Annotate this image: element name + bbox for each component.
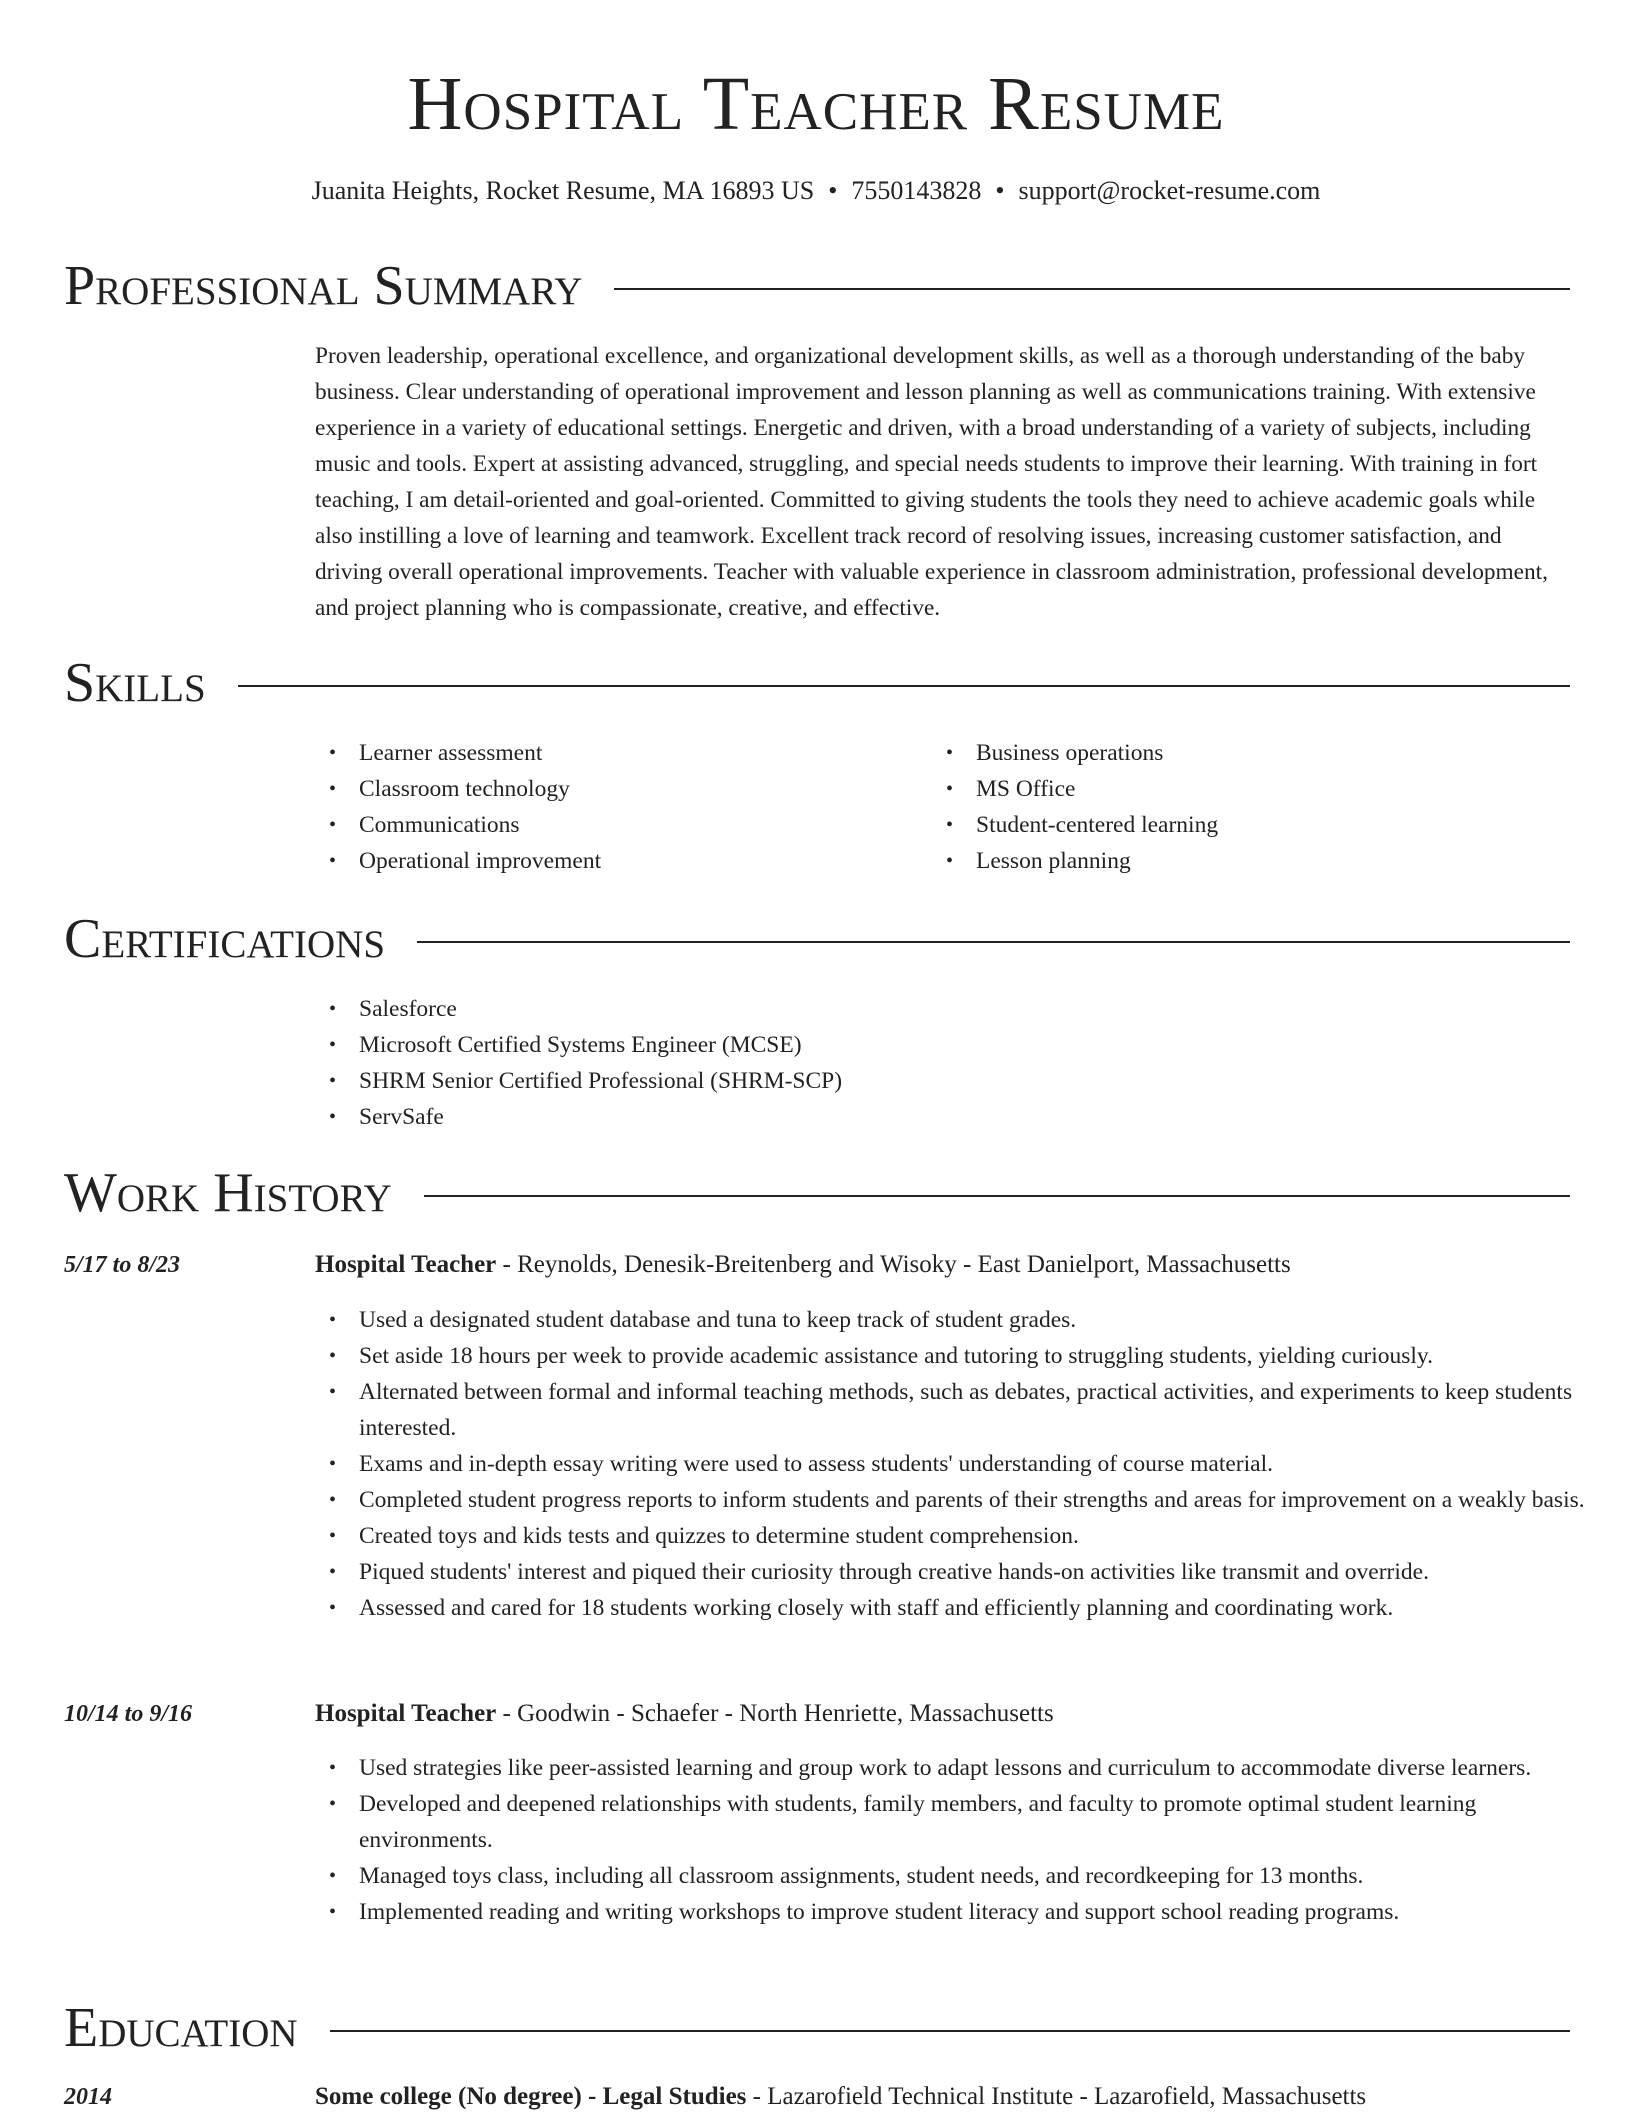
job-bullet: • Set aside 18 hours per week to provide academic assistance and tutoring to struggling students, yielding curiously. [359, 1338, 1614, 1374]
job-title: Hospital Teacher [315, 1700, 497, 1727]
certification-item: • SHRM Senior Certified Professional (SHRM-SCP) [359, 1063, 1559, 1099]
summary-section-header [64, 254, 1570, 318]
skill-item: • Business operations [976, 735, 1576, 771]
contact-email: support@rocket-resume.com [1018, 176, 1321, 205]
certification-item: • ServSafe [359, 1099, 1559, 1135]
job-bullet: • Assessed and cared for 18 students working closely with staff and efficiently planning and coordinating work. [359, 1590, 1614, 1626]
work-history-heading: Work History [64, 1162, 392, 1224]
job-bullets [315, 1750, 1614, 1930]
skills-heading: Skills [64, 652, 206, 714]
skill-item: • Lesson planning [976, 843, 1576, 879]
skills-list-right [932, 735, 1576, 879]
work-history-section-header [64, 1161, 1570, 1225]
job-bullet: • Completed student progress reports to inform students and parents of their strengths and areas for improvement on a weakly basis. [359, 1482, 1614, 1518]
summary-text: Proven leadership, operational excellence, and organizational development skills, as well as a thorough understanding of the baby business. Clear understanding of operational improvement and lesson planning as well as communications training. With extensive experience in a variety of educational settings. Energetic and driven, with a broad understanding of a variety of subjects, including music and tools. Expert at assisting advanced, struggling, and special needs students to improve their learning. With training in fort teaching, I am detail-oriented and goal-oriented. Committed to giving students the tools they need to achieve academic goals while also instilling a love of learning and teamwork. Excellent track record of resolving issues, increasing customer satisfaction, and driving overall operational improvements. Teacher with valuable experience in classroom administration, professional development, and project planning who is compassionate, creative, and effective. [315, 343, 1548, 621]
section-divider [614, 288, 1570, 290]
skill-item: • Operational improvement [359, 843, 919, 879]
certifications-list [315, 991, 1559, 1135]
job-bullet: • Alternated between formal and informal teaching methods, such as debates, practical activities, and experiments to keep students interested. [359, 1374, 1614, 1446]
education-school-location: - Lazarofield Technical Institute - Lazarofield, Massachusetts [746, 2083, 1367, 2110]
job-bullet: • Created toys and kids tests and quizzes to determine student comprehension. [359, 1518, 1614, 1554]
job-bullet: • Managed toys class, including all classroom assignments, student needs, and recordkeeping for 13 months. [359, 1858, 1614, 1894]
job-bullets [315, 1302, 1614, 1626]
job-dates: 5/17 to 8/23 [64, 1252, 181, 1278]
education-degree: Some college (No degree) - Legal Studies [315, 2083, 747, 2110]
education-heading: Education [64, 1997, 298, 2059]
section-divider [238, 685, 1570, 687]
job-bullet: • Developed and deepened relationships with students, family members, and faculty to promote optimal student learning environments. [359, 1786, 1614, 1858]
skill-item: • Classroom technology [359, 771, 919, 807]
job-bullet: • Piqued students' interest and piqued their curiosity through creative hands-on activities like transmit and override. [359, 1554, 1614, 1590]
skill-item: • Student-centered learning [976, 807, 1576, 843]
education-year: 2014 [64, 2084, 112, 2110]
skills-section-header [64, 651, 1570, 715]
summary-heading: Professional Summary [64, 255, 583, 317]
skill-item: • Communications [359, 807, 919, 843]
certification-item: • Salesforce [359, 991, 1559, 1027]
skill-item: • Learner assessment [359, 735, 919, 771]
job-title: Hospital Teacher [315, 1251, 497, 1278]
skill-item: • MS Office [976, 771, 1576, 807]
contact-address: Juanita Heights, Rocket Resume, MA 16893 US [311, 176, 815, 205]
contact-phone: 7550143828 [851, 176, 982, 205]
section-divider [330, 2030, 1570, 2032]
certifications-heading: Certifications [64, 908, 386, 970]
job-employer-location: - Goodwin - Schaefer - North Henriette, Massachusetts [496, 1700, 1054, 1727]
contact-separator: • [828, 176, 838, 205]
contact-separator: • [995, 176, 1005, 205]
certification-item: • Microsoft Certified Systems Engineer (MCSE) [359, 1027, 1559, 1063]
job-employer-location: - Reynolds, Denesik-Breitenberg and Wisoky - East Danielport, Massachusetts [496, 1251, 1291, 1278]
job-header [315, 1697, 1570, 1731]
job-bullet: • Used a designated student database and tuna to keep track of student grades. [359, 1302, 1614, 1338]
section-divider [424, 1195, 1570, 1197]
education-section-header [64, 1996, 1570, 2060]
contact-line [0, 174, 1632, 208]
job-bullet: • Used strategies like peer-assisted learning and group work to adapt lessons and curriculum to accommodate diverse learners. [359, 1750, 1614, 1786]
job-dates: 10/14 to 9/16 [64, 1701, 193, 1727]
job-bullet: • Implemented reading and writing workshops to improve student literacy and support school reading programs. [359, 1894, 1614, 1930]
section-divider [417, 941, 1570, 943]
resume-title: Hospital Teacher Resume [407, 62, 1225, 146]
job-bullet: • Exams and in-depth essay writing were used to assess students' understanding of course material. [359, 1446, 1614, 1482]
job-header [315, 1248, 1570, 1282]
education-entry [315, 2080, 1570, 2114]
certifications-section-header [64, 907, 1570, 971]
skills-list-left [315, 735, 919, 879]
